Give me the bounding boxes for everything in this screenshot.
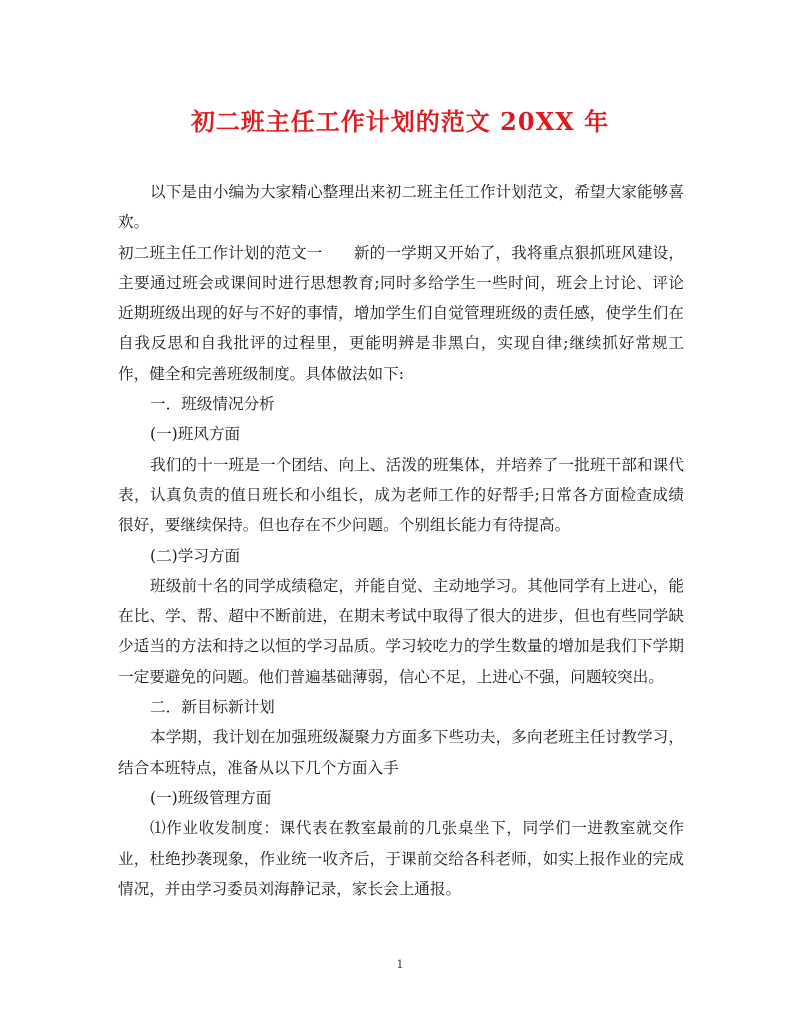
page-number: 1 — [396, 958, 404, 971]
section-heading: 二．新目标新计划 — [150, 698, 275, 717]
paragraph: 我们的十一班是一个团结、向上、活泼的班集体，并培养了一批班干部和课代表，认真负责的值日班长和小组长，成为老师工作的好帮手;日常各方面检查成绩很好，要继续保持。但也存在不少问题。个别组长能力有待提高。 — [118, 455, 684, 535]
paragraph: 初二班主任工作计划的范文一 新的一学期又开始了，我将重点狠抓班风建设，主要通过班会或课间时进行思想教育;同时多给学生一些时间，班会上讨论、评论近期班级出现的好与不好的事情，增加学生们自觉管理班级的责任感，使学生们在自我反思和自我批评的过程里，更能明辨是非黑白，实现自律;继续抓好常规工作，健全和完善班级制度。具体做法如下: — [118, 243, 684, 383]
subsection-heading: (一)班风方面 — [150, 425, 241, 444]
paragraph: 本学期，我计划在加强班级凝聚力方面多下些功夫，多向老班主任讨教学习，结合本班特点，准备从以下几个方面入手 — [118, 728, 684, 777]
section-heading: 一．班级情况分析 — [150, 395, 275, 414]
paragraph: 以下是由小编为大家精心整理出来初二班主任工作计划范文，希望大家能够喜欢。 — [118, 183, 684, 232]
subsection-heading: (一)班级管理方面 — [150, 788, 272, 807]
paragraph: 班级前十名的同学成绩稳定，并能自觉、主动地学习。其他同学有上进心，能在比、学、帮、超中不断前进，在期末考试中取得了很大的进步，但也有些同学缺少适当的方法和持之以恒的学习品质。学习较吃力的学生数量的增加是我们下学期一定要避免的问题。他们普遍基础薄弱，信心不足，上进心不强，问题较突出。 — [118, 576, 684, 686]
document-body — [118, 177, 684, 904]
subsection-heading: (二)学习方面 — [150, 546, 241, 565]
document-title: 初二班主任工作计划的范文 20XX 年 — [190, 107, 610, 136]
paragraph: ⑴作业收发制度：课代表在教室最前的几张桌坐下，同学们一进教室就交作业，杜绝抄袭现象，作业统一收齐后，于课前交给各科老师，如实上报作业的完成情况，并由学习委员刘海静记录，家长会上通报。 — [118, 819, 684, 898]
